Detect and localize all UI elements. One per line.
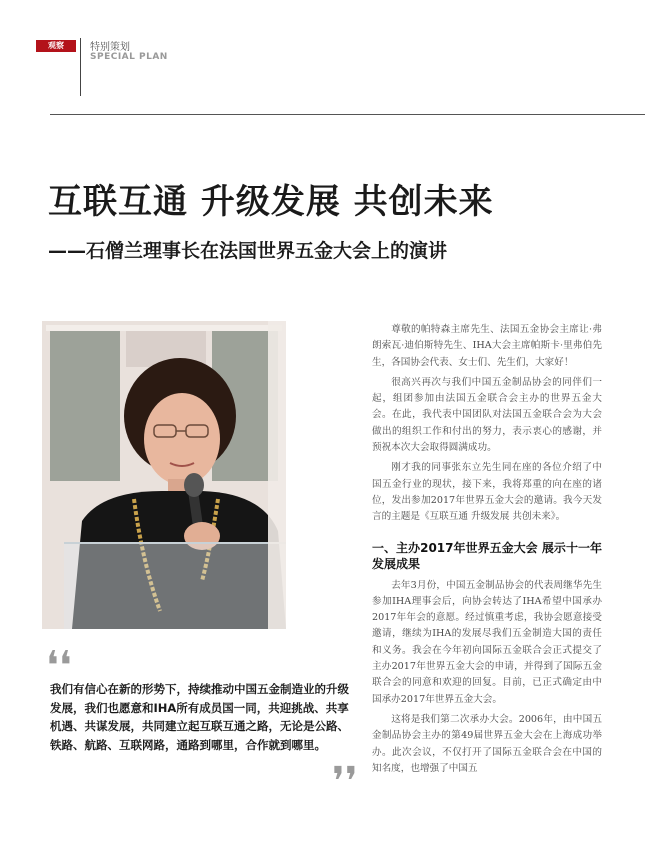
article-body [372,322,602,781]
quote-close-icon: ❜❜ [332,759,358,805]
article-subtitle: ——石僧兰理事长在法国世界五金大会上的演讲 [48,240,448,262]
section-heading: 一、主办2017年世界五金大会 展示十一年发展成果 [372,540,602,571]
header-rule [50,114,645,115]
paragraph: 尊敬的帕特森主席先生、法国五金协会主席让·弗朗索瓦·迪伯斯特先生、IHA大会主席帕斯卡·里弗伯先生，各国协会代表、女士们、先生们，大家好！ [372,324,602,368]
paragraph: 很高兴再次与我们中国五金制品协会的同伴们一起，组团参加由法国五金联合会主办的世界五金大会。在此，我代表中国团队对法国五金联合会为大会做出的组织工作和付出的努力，表示衷心的感谢，并预祝本次大会取得圆满成功。 [372,376,602,454]
article-title: 互联互通 升级发展 共创未来 [48,182,494,222]
speaker-photo [42,321,286,629]
paragraph: 刚才我的同事张东立先生同在座的各位介绍了中国五金行业的现状，接下来，我将郑重的向在座的诸位，发出参加2017年世界五金大会的邀请。我今天发言的主题是《互联互通 升级发展 共创未来》。 [372,462,602,523]
section-name-en: SPECIAL PLAN [90,52,168,62]
paragraph: 这将是我们第二次承办大会。2006年，由中国五金制品协会主办的第49届世界五金大会在上海成功举办。此次会议，不仅打开了国际五金联合会在中国的知名度，也增强了中国五 [372,713,602,774]
header-divider [80,38,81,96]
paragraph: 去年3月份，中国五金制品协会的代表周继华先生参加IHA理事会后，向协会转达了IHA希望中国承办2017年年会的意愿。经过慎重考虑，我协会愿意接受邀请，继续为IHA的发展尽我们五金制造大国的责任和义务。我会在今年初向国际五金联合会正式提交了主办2017年世界五金大会的申请，并得到了国际五金联合会的同意和欢迎的回复。目前，已正式确定由中国承办2017年世界五金大会。 [372,579,602,705]
section-tag: 观察 [36,40,76,52]
pull-quote: 我们有信心在新的形势下，持续推动中国五金制造业的升级发展，我们也愿意和IHA所有成员国一同，共迎挑战、共享机遇、共谋发展，共同建立起互联互通之路，无论是公路、铁路、航路、互联网路，通路到哪里，合作就到哪里。 [50,682,349,752]
section-name: 特别策划 [90,42,130,53]
quote-open-icon: ❛❛ [46,643,72,689]
speaker-illustration [42,321,286,629]
